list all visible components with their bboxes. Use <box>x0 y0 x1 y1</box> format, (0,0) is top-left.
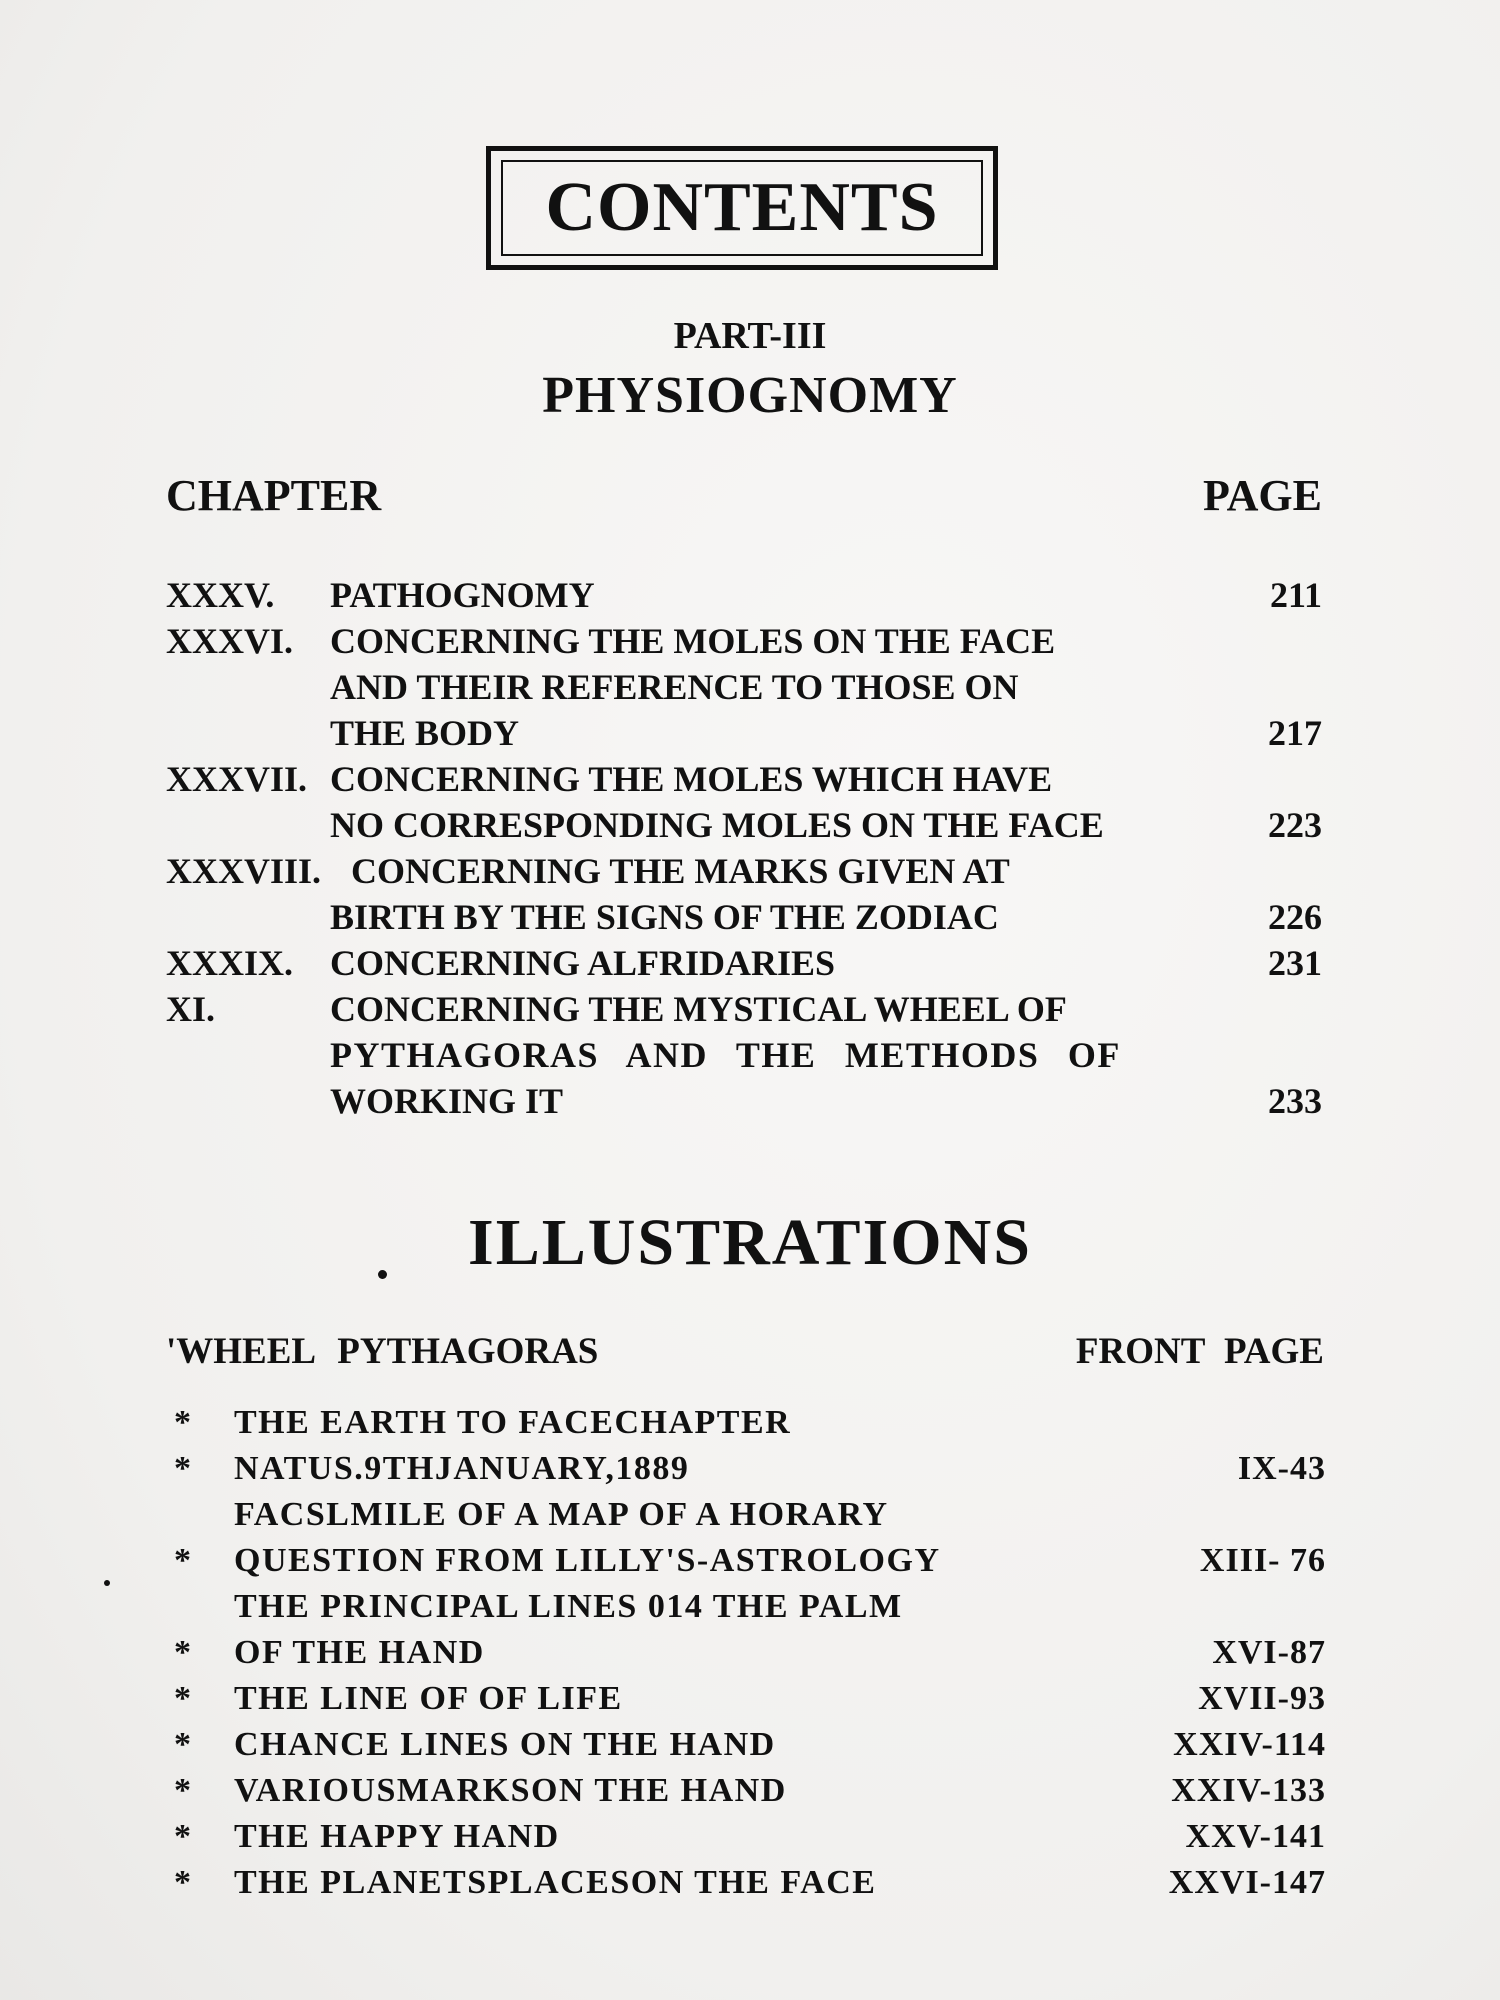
toc-line <box>166 940 1322 986</box>
illustration-title: VARIOUSMARKSON THE HAND <box>234 1772 787 1809</box>
asterisk-bullet: * <box>174 1542 191 1579</box>
chapter-title: WORKING IT <box>330 1081 564 1121</box>
illustration-title: THE HAPPY HAND <box>234 1818 560 1855</box>
illustration-page: IX-43 <box>1237 1450 1326 1487</box>
chapter-title: THE BODY <box>330 713 520 753</box>
toc-line <box>166 710 1322 756</box>
list-item <box>166 1538 1326 1584</box>
page-number: 211 <box>1269 575 1322 615</box>
list-item <box>166 1492 1326 1538</box>
list-item <box>166 1584 1326 1630</box>
illustrations-heading: ILLUSTRATIONS <box>468 1206 1032 1279</box>
asterisk-bullet: * <box>174 1634 191 1671</box>
toc-line <box>166 1032 1322 1078</box>
chapter-number: XXXV. <box>166 575 275 615</box>
page-number: 233 <box>1268 1081 1322 1121</box>
illustration-page: XVII-93 <box>1198 1680 1326 1717</box>
illustrations-header-right: FRONT PAGE <box>1075 1331 1324 1372</box>
chapter-title: CONCERNING ALFRIDARIES <box>330 943 836 983</box>
list-item <box>166 1446 1326 1492</box>
title-frame <box>486 146 998 270</box>
ink-speck <box>104 1580 110 1586</box>
page-number: 226 <box>1268 897 1322 937</box>
chapter-number: XXXIX. <box>166 943 294 983</box>
illustration-title: CHANCE LINES ON THE HAND <box>234 1726 776 1763</box>
chapter-title: PYTHAGORAS AND THE METHODS OF <box>330 1035 1121 1075</box>
chapter-number: XXXVIII. <box>166 851 322 891</box>
asterisk-bullet: * <box>174 1726 191 1763</box>
list-item <box>166 1722 1326 1768</box>
page-title: CONTENTS <box>545 169 939 246</box>
asterisk-bullet: * <box>174 1772 191 1809</box>
illustrations-list <box>166 1400 1326 1906</box>
asterisk-bullet: * <box>174 1450 191 1487</box>
toc-line <box>166 1078 1322 1124</box>
illustration-title: FACSLMILE OF A MAP OF A HORARY <box>234 1496 889 1533</box>
chapter-title: PATHOGNOMY <box>330 575 595 615</box>
list-item <box>166 1630 1326 1676</box>
illustration-page: XVI-87 <box>1212 1634 1326 1671</box>
illustration-title: THE LINE OF OF LIFE <box>234 1680 623 1717</box>
chapter-title: CONCERNING THE MYSTICAL WHEEL OF <box>330 989 1067 1029</box>
toc-line <box>166 756 1322 802</box>
part-heading: PART-III <box>673 315 827 357</box>
chapter-title: NO CORRESPONDING MOLES ON THE FACE <box>330 805 1104 845</box>
toc-line <box>166 802 1322 848</box>
asterisk-bullet: * <box>174 1680 191 1717</box>
illustration-page: XXIV-133 <box>1171 1772 1326 1809</box>
chapter-column-header: CHAPTER <box>166 471 382 520</box>
illustration-title: NATUS.9THJANUARY,1889 <box>234 1450 690 1487</box>
ink-speck <box>378 1270 387 1279</box>
chapter-title: CONCERNING THE MOLES WHICH HAVE <box>330 759 1053 799</box>
illustration-title: OF THE HAND <box>234 1634 485 1671</box>
illustration-page: XIII- 76 <box>1199 1542 1326 1579</box>
toc-line <box>166 572 1322 618</box>
page-number: 231 <box>1268 943 1322 983</box>
toc-line <box>166 848 1322 894</box>
list-item <box>166 1768 1326 1814</box>
chapter-number: XXXVI. <box>166 621 294 661</box>
page-number: 223 <box>1268 805 1322 845</box>
illustration-title: QUESTION FROM LILLY'S-ASTROLOGY <box>234 1542 941 1579</box>
illustrations-header-left: 'WHEEL PYTHAGORAS <box>166 1331 599 1372</box>
list-item <box>166 1814 1326 1860</box>
list-item <box>166 1400 1326 1446</box>
illustration-title: THE EARTH TO FACECHAPTER <box>234 1404 792 1441</box>
illustration-page: XXIV-114 <box>1173 1726 1326 1763</box>
illustration-page: XXV-141 <box>1185 1818 1326 1855</box>
illustration-page: XXVI-147 <box>1168 1864 1326 1901</box>
chapter-title: BIRTH BY THE SIGNS OF THE ZODIAC <box>330 897 999 937</box>
chapter-number: XXXVII. <box>166 759 308 799</box>
list-item <box>166 1860 1326 1906</box>
asterisk-bullet: * <box>174 1818 191 1855</box>
page-column-header: PAGE <box>1203 471 1322 520</box>
chapter-title: CONCERNING THE MOLES ON THE FACE <box>330 621 1056 661</box>
subject-heading: PHYSIOGNOMY <box>542 367 958 424</box>
chapter-number: XI. <box>166 989 216 1029</box>
asterisk-bullet: * <box>174 1404 191 1441</box>
asterisk-bullet: * <box>174 1864 191 1901</box>
toc-line <box>166 894 1322 940</box>
toc-line <box>166 986 1322 1032</box>
table-of-contents <box>166 572 1322 1124</box>
chapter-title: CONCERNING THE MARKS GIVEN AT <box>351 851 1010 891</box>
list-item <box>166 1676 1326 1722</box>
illustration-title: THE PLANETSPLACESON THE FACE <box>234 1864 877 1901</box>
title-frame-inner <box>501 160 983 256</box>
page-number: 217 <box>1268 713 1322 753</box>
illustration-title: THE PRINCIPAL LINES 014 THE PALM <box>234 1588 903 1625</box>
chapter-title: AND THEIR REFERENCE TO THOSE ON <box>330 667 1019 707</box>
toc-line <box>166 664 1322 710</box>
toc-line <box>166 618 1322 664</box>
